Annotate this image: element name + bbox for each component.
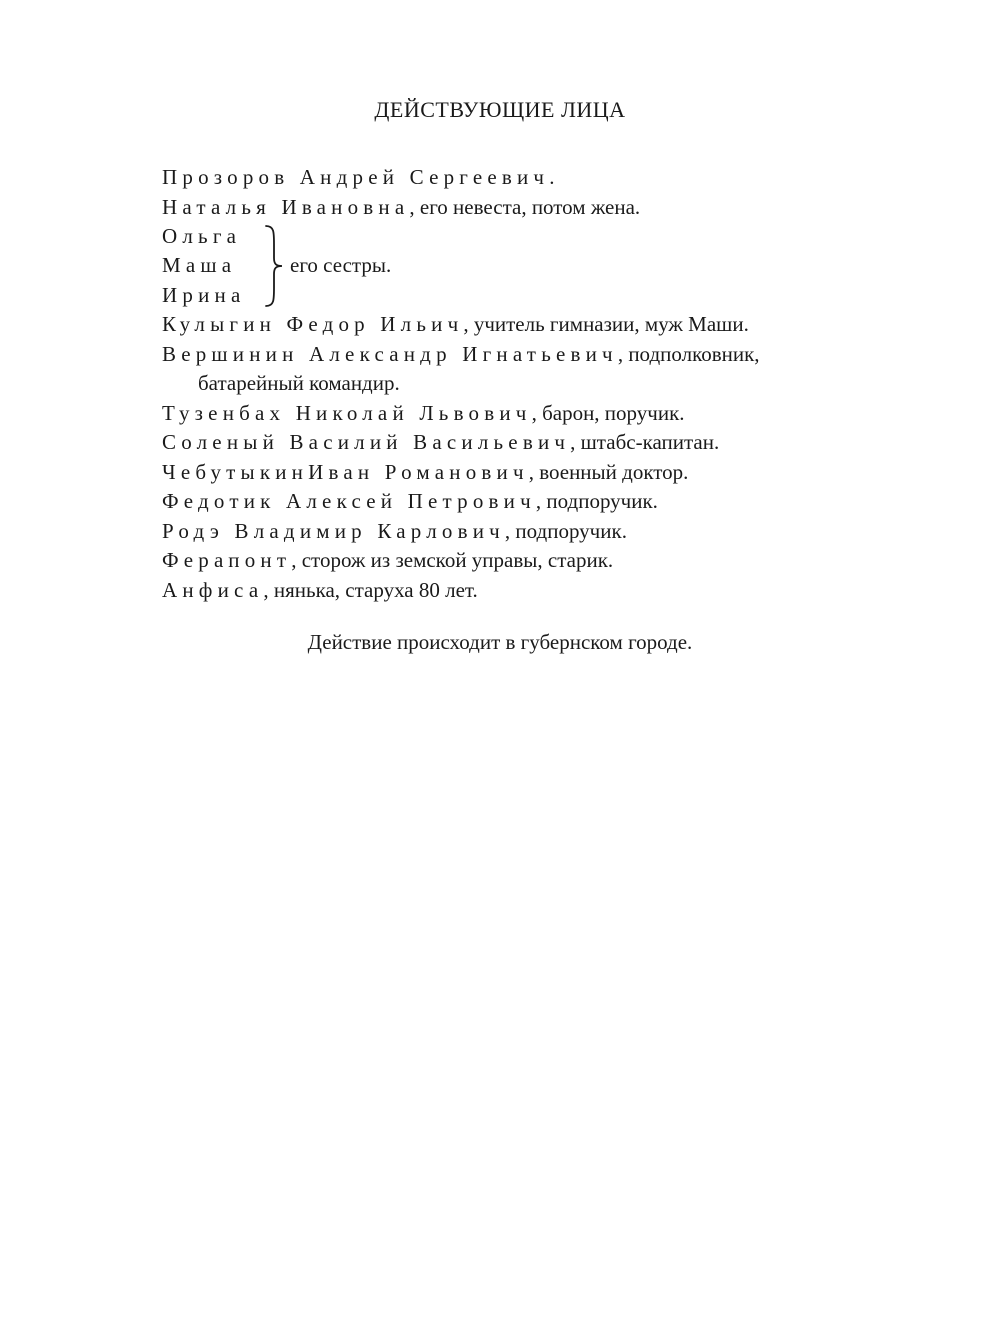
character-description: , подпоручик. <box>535 489 658 513</box>
character-name: Кулыгин Федор Ильич <box>162 312 464 336</box>
right-curly-brace-icon <box>264 224 286 308</box>
cast-entry-prozorov <box>162 163 882 193</box>
character-name: Ферапонт <box>162 548 292 572</box>
cast-entry-kulygin <box>162 310 882 340</box>
character-name: Ирина <box>162 282 246 307</box>
character-description: . <box>549 165 555 189</box>
sister-names <box>162 222 262 311</box>
cast-entry-natalya <box>162 193 882 223</box>
character-description: , его невеста, потом жена. <box>409 194 641 219</box>
character-name: Вершинин Александр Игнатьевич <box>162 341 618 366</box>
character-name: Тузенбах Николай Львович <box>162 400 532 425</box>
cast-entry-sisters-group <box>162 222 882 310</box>
setting-note: Действие происходит в губернском городе. <box>307 630 693 654</box>
character-name: ЧебутыкинИван Романович <box>162 459 529 484</box>
cast-entry-solyony <box>162 428 882 458</box>
character-name: Прозоров Андрей Сергеевич <box>162 165 550 189</box>
character-description-continued: батарейный командир. <box>198 371 400 395</box>
character-name: Соленый Василий Васильевич <box>162 430 571 454</box>
character-name: Анфиса <box>162 577 264 602</box>
cast-entry-ferapont <box>162 546 882 576</box>
cast-entry-tuzenbakh <box>162 399 882 429</box>
cast-entry-fedotik <box>162 487 882 517</box>
character-name: Маша <box>162 253 237 278</box>
cast-entry-rode <box>162 517 882 547</box>
character-description: , сторож из земской управы, старик. <box>291 548 614 572</box>
character-description: , подпоручик. <box>504 518 627 543</box>
cast-entry-chebutykin <box>162 458 882 488</box>
character-name: Наталья Ивановна <box>162 194 410 219</box>
cast-entry-anfisa <box>162 576 882 606</box>
page-title: ДЕЙСТВУЮЩИЕ ЛИЦА <box>374 97 626 122</box>
character-description: , нянька, старуха 80 лет. <box>263 577 478 602</box>
character-description: , учитель гимназии, муж Маши. <box>463 312 749 336</box>
character-name: Родэ Владимир Карлович <box>162 518 505 543</box>
character-description: , барон, поручик. <box>531 400 685 425</box>
character-description: , подполковник, <box>617 341 760 366</box>
cast-entry-vershinin <box>162 340 882 399</box>
cast-list <box>162 163 882 605</box>
character-name: Ольга <box>162 223 242 248</box>
character-name: Федотик Алексей Петрович <box>162 489 536 513</box>
character-description: его сестры. <box>290 253 392 278</box>
character-description: , штабс-капитан. <box>570 430 720 454</box>
character-description: , военный доктор. <box>528 459 689 484</box>
